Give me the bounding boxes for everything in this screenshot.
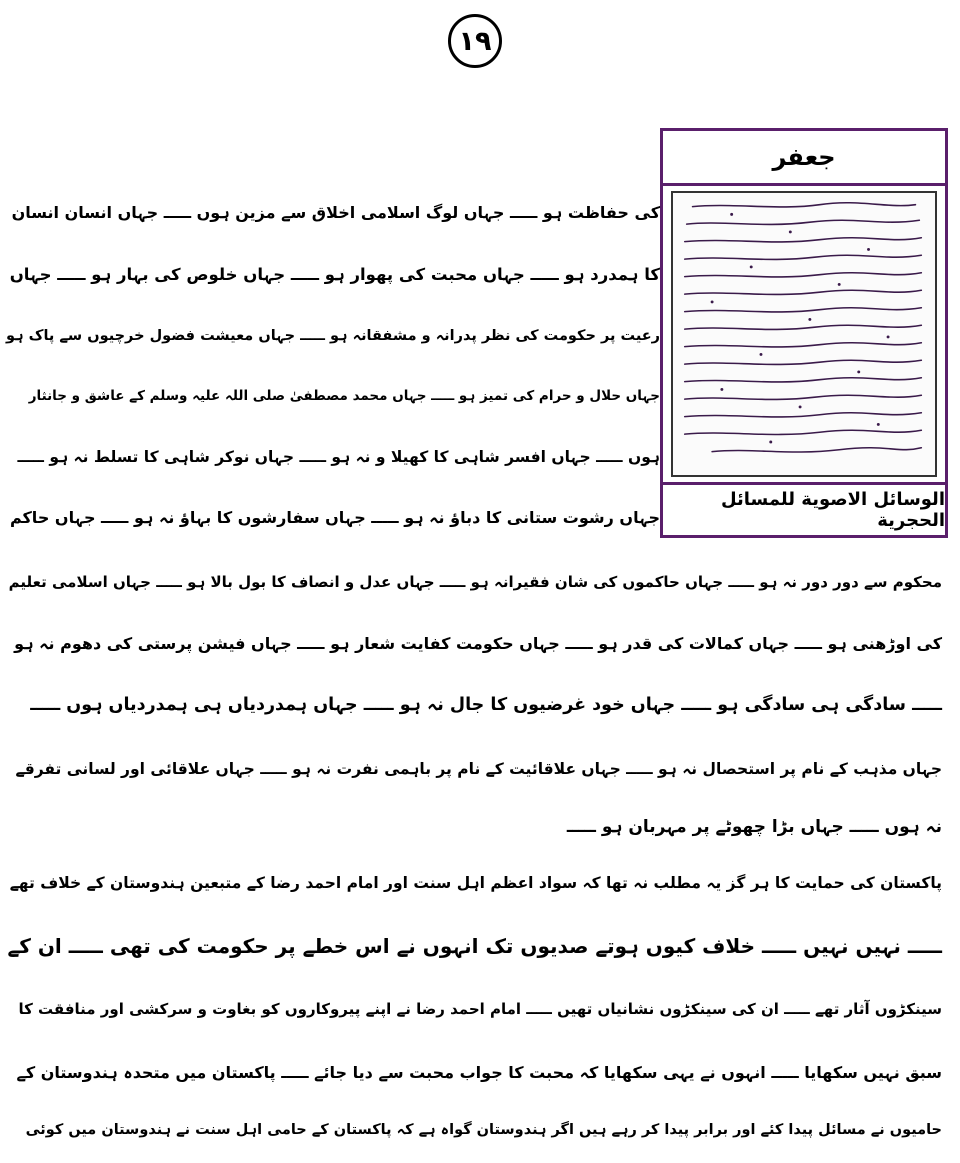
page-number: ١٩ (448, 14, 502, 68)
text-line-13: ـــــ نہیں نہیں ـــــ خلاف کیوں ہوتے صدیوں تک انہوں نے اس خطے پر حکومت کی تھی ـــــ ان کے (7, 934, 942, 958)
text-line-9: ـــــ سادگی ہی سادگی ہو ـــــ جہاں خود غرضیوں کا جال نہ ہو ـــــ جہاں ہمدردیاں ہی ہمدردیاں ہوں ـــــ (30, 695, 942, 715)
text-line-14: سینکڑوں آثار تھے ـــــ ان کی سینکڑوں نشانیاں تھیں ـــــ امام احمد رضا نے اپنے پیروکاروں کو بغاوت و سرکشی اور منافقت کا (18, 1000, 942, 1018)
text-line-5: ہوں ـــــ جہاں افسر شاہی کا کھیلا و نہ ہو ـــــ جہاں نوکر شاہی کا تسلط نہ ہو ـــــ (17, 448, 660, 466)
text-line-4: جہاں حلال و حرام کی تمیز ہو ـــــ جہاں محمد مصطفیٰ صلی اللہ علیہ وسلم کے عاشق و جانثار (28, 388, 660, 404)
text-line-2: کا ہمدرد ہو ـــــ جہاں محبت کی پھوار ہو ـــــ جہاں خلوص کی بہار ہو ـــــ جہاں (9, 265, 660, 284)
handwriting-image (673, 193, 935, 475)
text-line-8: کی اوڑھنی ہو ـــــ جہاں کمالات کی قدر ہو ـــــ جہاں حکومت کفایت شعار ہو ـــــ جہاں فیشن پرستی کی دھوم نہ ہو (14, 634, 942, 653)
manuscript-box (660, 128, 948, 538)
manuscript-title: جعفر (663, 131, 945, 186)
text-line-7: محکوم سے دور دور نہ ہو ـــــ جہاں حاکموں کی شان فقیرانہ ہو ـــــ جہاں عدل و انصاف کا بول بالا ہو ـــــ جہاں اسلامی تعلیم (8, 573, 942, 591)
manuscript-image (671, 191, 937, 477)
text-line-1: کی حفاظت ہو ـــــ جہاں لوگ اسلامی اخلاق سے مزین ہوں ـــــ جہاں انسان انسان (11, 203, 660, 222)
text-line-11: نہ ہوں ـــــ جہاں بڑا چھوٹے پر مہربان ہو ـــــ (566, 817, 942, 837)
text-line-16: حامیوں نے مسائل پیدا کئے اور برابر پیدا کر رہے ہیں اگر ہندوستان گواہ ہے کہ پاکستان کے حامی اہل سنت نے ہندوستان میں کوئی (25, 1122, 942, 1138)
text-line-12: پاکستان کی حمایت کا ہر گز یہ مطلب نہ تھا کہ سواد اعظم اہل سنت اور امام احمد رضا کے متبعین ہندوستان کے خلاف تھے (9, 874, 942, 892)
text-line-15: سبق نہیں سکھایا ـــــ انہوں نے یہی سکھایا کہ محبت کا جواب محبت سے دیا جائے ـــــ پاکستان میں متحدہ ہندوستان کے (16, 1063, 942, 1082)
manuscript-caption: الوسائل الاصوية للمسائل الحجرية (663, 482, 945, 535)
text-line-10: جہاں مذہب کے نام پر استحصال نہ ہو ـــــ جہاں علاقائیت کے نام پر باہمی نفرت نہ ہو ـــــ جہاں علاقائی اور لسانی تفرقے (15, 760, 942, 778)
text-line-3: رعیت پر حکومت کی نظر پدرانہ و مشفقانہ ہو ـــــ جہاں معیشت فضول خرچیوں سے پاک ہو (6, 328, 660, 344)
text-line-6: جہاں رشوت ستانی کا دباؤ نہ ہو ـــــ جہاں سفارشوں کا بہاؤ نہ ہو ـــــ جہاں حاکم (9, 508, 660, 527)
